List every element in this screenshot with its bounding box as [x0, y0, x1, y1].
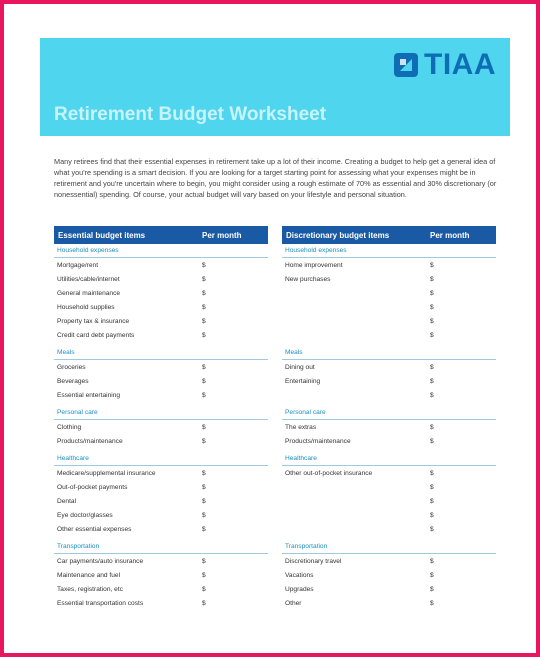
- essential-table-header: [54, 226, 268, 244]
- budget-item-label: Dining out: [285, 363, 315, 371]
- essential-table-body: [54, 244, 268, 614]
- budget-row: [282, 328, 496, 342]
- budget-row: [282, 582, 496, 596]
- essential-header-label: Essential budget items: [58, 230, 146, 240]
- amount-field[interactable]: $: [430, 525, 434, 533]
- section-heading: Meals: [282, 346, 496, 360]
- budget-item-label: Eye doctor/glasses: [57, 511, 113, 519]
- budget-row: [282, 522, 496, 536]
- section-heading: Healthcare: [54, 452, 268, 466]
- section-heading: Household expenses: [54, 244, 268, 258]
- budget-row: [54, 314, 268, 328]
- amount-field[interactable]: $: [430, 275, 434, 283]
- budget-row: [282, 314, 496, 328]
- tiaa-logo: [392, 48, 496, 82]
- budget-row: [54, 494, 268, 508]
- budget-item-label: Dental: [57, 497, 77, 505]
- budget-row: [54, 554, 268, 568]
- budget-item-label: Other out-of-pocket insurance: [285, 469, 373, 477]
- section-heading: Transportation: [282, 540, 496, 554]
- budget-row: [282, 388, 496, 402]
- budget-item-label: Medicare/supplemental insurance: [57, 469, 156, 477]
- budget-row: [282, 434, 496, 448]
- amount-field[interactable]: $: [430, 511, 434, 519]
- budget-item-label: Vacations: [285, 571, 314, 579]
- discretionary-header-label: Discretionary budget items: [286, 230, 390, 240]
- budget-item-label: Household supplies: [57, 303, 115, 311]
- amount-field[interactable]: $: [430, 377, 434, 385]
- amount-field[interactable]: $: [430, 497, 434, 505]
- budget-row: [54, 434, 268, 448]
- amount-field[interactable]: $: [202, 557, 206, 565]
- budget-item-label: Credit card debt payments: [57, 331, 135, 339]
- amount-field[interactable]: $: [430, 557, 434, 565]
- budget-row: [54, 388, 268, 402]
- section-heading: Household expenses: [282, 244, 496, 258]
- amount-field[interactable]: $: [202, 303, 206, 311]
- amount-field[interactable]: $: [202, 571, 206, 579]
- budget-item-label: Essential entertaining: [57, 391, 121, 399]
- budget-item-label: Home improvement: [285, 261, 343, 269]
- budget-item-label: The extras: [285, 423, 317, 431]
- amount-field[interactable]: $: [430, 391, 434, 399]
- budget-row: [54, 300, 268, 314]
- logo-text: TIAA: [424, 48, 496, 81]
- amount-field[interactable]: $: [202, 423, 206, 431]
- budget-row: [54, 568, 268, 582]
- amount-field[interactable]: $: [202, 331, 206, 339]
- tiaa-logo-icon: [392, 51, 420, 79]
- section-heading: Meals: [54, 346, 268, 360]
- section-heading: Healthcare: [282, 452, 496, 466]
- page-title: Retirement Budget Worksheet: [54, 104, 327, 125]
- essential-budget-table: [54, 226, 268, 614]
- budget-item-label: Mortgage/rent: [57, 261, 99, 269]
- budget-item-label: New purchases: [285, 275, 331, 283]
- amount-field[interactable]: $: [202, 317, 206, 325]
- budget-item-label: General maintenance: [57, 289, 121, 297]
- budget-row: [54, 508, 268, 522]
- header-banner: [40, 38, 510, 136]
- budget-item-label: Clothing: [57, 423, 82, 431]
- amount-field[interactable]: $: [430, 599, 434, 607]
- budget-row: [54, 328, 268, 342]
- budget-row: [54, 596, 268, 610]
- discretionary-budget-table: [282, 226, 496, 614]
- budget-row: [54, 374, 268, 388]
- budget-item-label: Essential transportation costs: [57, 599, 144, 607]
- budget-row: [282, 272, 496, 286]
- budget-item-label: Other essential expenses: [57, 525, 132, 533]
- budget-item-label: Products/maintenance: [285, 437, 351, 445]
- budget-item-label: Groceries: [57, 363, 86, 371]
- amount-field[interactable]: $: [430, 483, 434, 491]
- amount-field[interactable]: $: [430, 303, 434, 311]
- budget-item-label: Utilities/cable/internet: [57, 275, 120, 283]
- section-heading: Transportation: [54, 540, 268, 554]
- essential-header-month: Per month: [202, 230, 242, 240]
- budget-row: [282, 508, 496, 522]
- amount-field[interactable]: $: [430, 423, 434, 431]
- amount-field[interactable]: $: [430, 317, 434, 325]
- amount-field[interactable]: $: [430, 331, 434, 339]
- section-heading: Personal care: [54, 406, 268, 420]
- budget-item-label: Property tax & insurance: [57, 317, 130, 325]
- intro-paragraph: Many retirees find that their essential expenses in retirement take up a lot of their income. Creating a budget to help get a general idea of what you're spending is a smart decision. If you are looking for a target starting point for assessing what your expenses might be in retirement and you're uncertain where to begin, you might consider using a rough estimate of 70% as essential and 30% discretionary (or nonessential) spending. Of course, your actual budget will vary based on your lifestyle and personal situation.: [54, 157, 497, 199]
- amount-field[interactable]: $: [202, 363, 206, 371]
- budget-item-label: Beverages: [57, 377, 89, 385]
- amount-field[interactable]: $: [430, 469, 434, 477]
- amount-field[interactable]: $: [202, 377, 206, 385]
- amount-field[interactable]: $: [202, 599, 206, 607]
- amount-field[interactable]: $: [202, 511, 206, 519]
- budget-row: [282, 466, 496, 480]
- discretionary-header-month: Per month: [430, 230, 470, 240]
- budget-row: [282, 554, 496, 568]
- budget-row: [282, 494, 496, 508]
- budget-row: [54, 466, 268, 480]
- budget-row: [54, 480, 268, 494]
- amount-field[interactable]: $: [202, 391, 206, 399]
- budget-row: [54, 286, 268, 300]
- amount-field[interactable]: $: [430, 261, 434, 269]
- amount-field[interactable]: $: [202, 437, 206, 445]
- amount-field[interactable]: $: [430, 437, 434, 445]
- discretionary-table-body: [282, 244, 496, 614]
- discretionary-table-header: [282, 226, 496, 244]
- amount-field[interactable]: $: [202, 585, 206, 593]
- amount-field[interactable]: $: [202, 525, 206, 533]
- budget-row: [54, 420, 268, 434]
- budget-row: [282, 286, 496, 300]
- budget-row: [282, 360, 496, 374]
- amount-field[interactable]: $: [202, 497, 206, 505]
- budget-row: [54, 522, 268, 536]
- amount-field[interactable]: $: [202, 275, 206, 283]
- budget-item-label: Taxes, registration, etc: [57, 585, 123, 593]
- budget-item-label: Car payments/auto insurance: [57, 557, 144, 565]
- budget-row: [54, 272, 268, 286]
- amount-field[interactable]: $: [430, 289, 434, 297]
- amount-field[interactable]: $: [202, 483, 206, 491]
- budget-row: [282, 420, 496, 434]
- amount-field[interactable]: $: [202, 261, 206, 269]
- budget-row: [282, 374, 496, 388]
- amount-field[interactable]: $: [430, 363, 434, 371]
- budget-item-label: Upgrades: [285, 585, 314, 593]
- budget-row: [282, 568, 496, 582]
- amount-field[interactable]: $: [430, 585, 434, 593]
- budget-item-label: Products/maintenance: [57, 437, 123, 445]
- budget-item-label: Other: [285, 599, 302, 607]
- budget-row: [54, 258, 268, 272]
- budget-row: [282, 300, 496, 314]
- amount-field[interactable]: $: [430, 571, 434, 579]
- amount-field[interactable]: $: [202, 289, 206, 297]
- budget-item-label: Entertaining: [285, 377, 321, 385]
- worksheet-page: [4, 4, 536, 653]
- amount-field[interactable]: $: [202, 469, 206, 477]
- section-heading: Personal care: [282, 406, 496, 420]
- budget-row: [282, 258, 496, 272]
- budget-item-label: Maintenance and fuel: [57, 571, 121, 579]
- budget-item-label: Discretionary travel: [285, 557, 342, 565]
- budget-item-label: Out-of-pocket payments: [57, 483, 128, 491]
- budget-row: [54, 360, 268, 374]
- budget-row: [282, 596, 496, 610]
- budget-row: [54, 582, 268, 596]
- budget-row: [282, 480, 496, 494]
